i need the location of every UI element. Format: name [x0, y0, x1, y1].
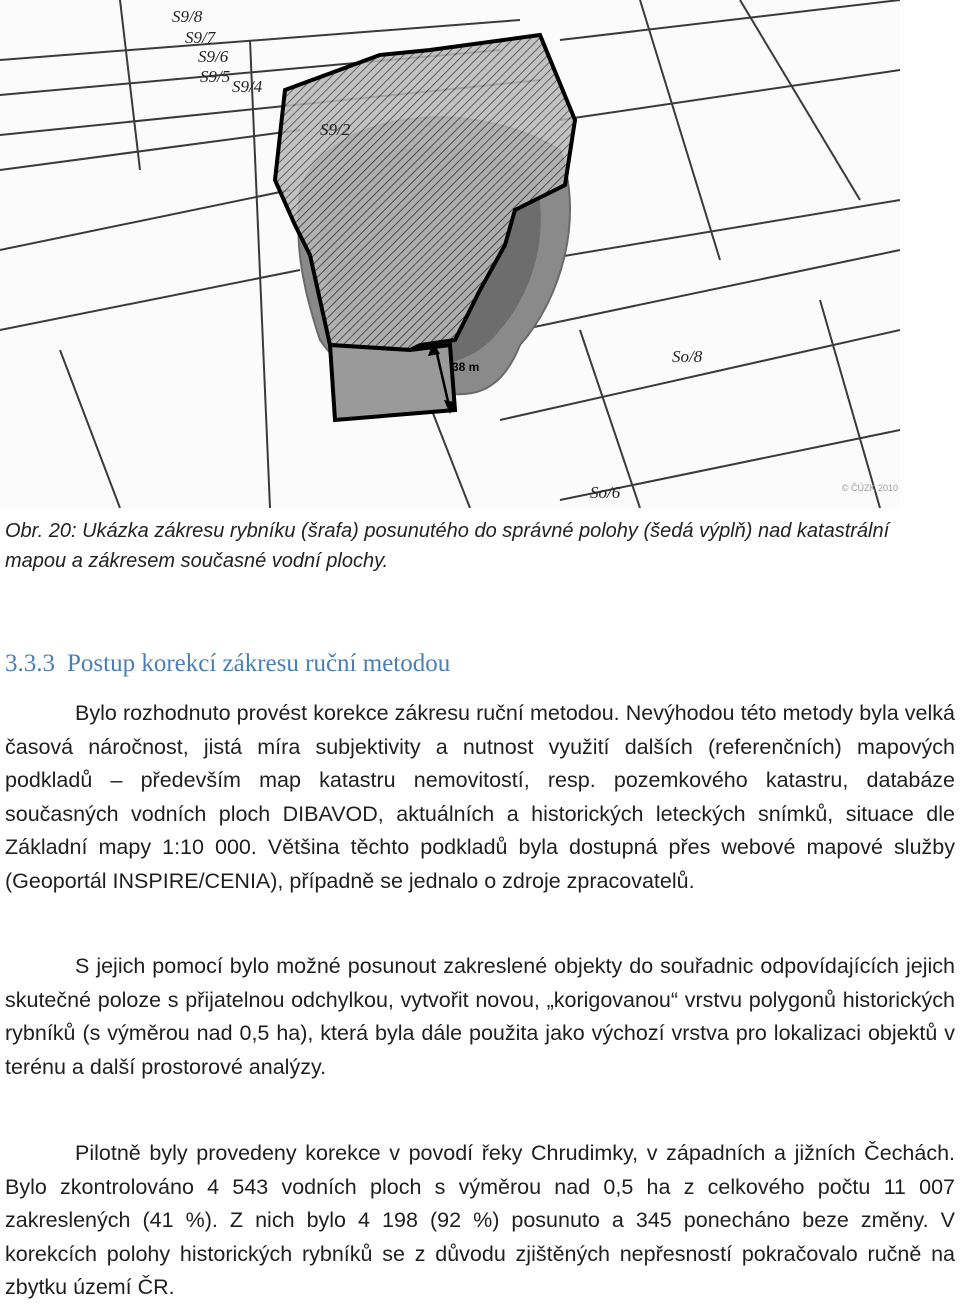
cadastral-map-figure [0, 0, 900, 508]
paragraph-text: S jejich pomocí bylo možné posunout zakreslené objekty do souřadnic odpovídajících jejich skutečné poloze s přijatelnou odchylkou, vytvořit novou, „korigovanou“ vrstvu polygonů historických rybníků (s výměrou nad 0,5 ha), která byla dále použita jako výchozí vrstva pro lokalizaci objektů v terénu a další prostorové analýzy. [5, 954, 955, 1079]
scale-label: 38 m [452, 360, 480, 374]
paragraph-text: Pilotně byly provedeny korekce v povodí řeky Chrudimky, v západních a jižních Čechách. Bylo zkontrolováno 4 543 vodních ploch s výměrou nad 0,5 ha z celkového počtu 11 007 zakreslených (41 %). Z nich bylo 4 198 (92 %) posunuto a 345 ponecháno beze změny. V korekcích polohy historických rybníků se z důvodu zjištěných nepřesností pokračovalo ručně na zbytku území ČR. [5, 1141, 955, 1299]
paragraph [5, 697, 955, 898]
paragraph [5, 1137, 955, 1305]
copyright-mark: © ČÚZK 2010 [841, 483, 898, 493]
parcel-label: S9/6 [198, 47, 229, 66]
parcel-label: So/6 [590, 483, 621, 502]
parcel-label: S9/7 [185, 28, 216, 47]
parcel-label: So/8 [672, 347, 703, 366]
pond-lower-section [330, 345, 455, 420]
paragraph-text: Bylo rozhodnuto provést korekce zákresu ruční metodou. Nevýhodou této metody byla velká časová náročnost, jistá míra subjektivity a nutnost využití dalších (referenčních) mapových podkladů – především map katastru nemovitostí, resp. pozemkového katastru, databáze současných vodních ploch DIBAVOD, aktuálních a historických leteckých snímků, situace dle Základní mapy 1:10 000. Většina těchto podkladů byla dostupná přes webové mapové služby (Geoportál INSPIRE/CENIA), případně se jednalo o zdroje zpracovatelů. [5, 701, 955, 893]
parcel-label: S9/4 [232, 77, 263, 96]
section-title: Postup korekcí zákresu ruční metodou [67, 650, 451, 677]
section-heading [5, 650, 450, 678]
map-image [0, 0, 900, 508]
paragraph [5, 950, 955, 1084]
parcel-label: S9/2 [320, 120, 351, 139]
figure-caption: Obr. 20: Ukázka zákresu rybníku (šrafa) posunutého do správné polohy (šedá výplň) nad katastrální mapou a zákresem současné vodní plochy. [5, 520, 890, 572]
section-number: 3.3.3 [5, 650, 55, 677]
parcel-label: S9/8 [172, 7, 203, 26]
parcel-label: S9/5 [200, 67, 231, 86]
